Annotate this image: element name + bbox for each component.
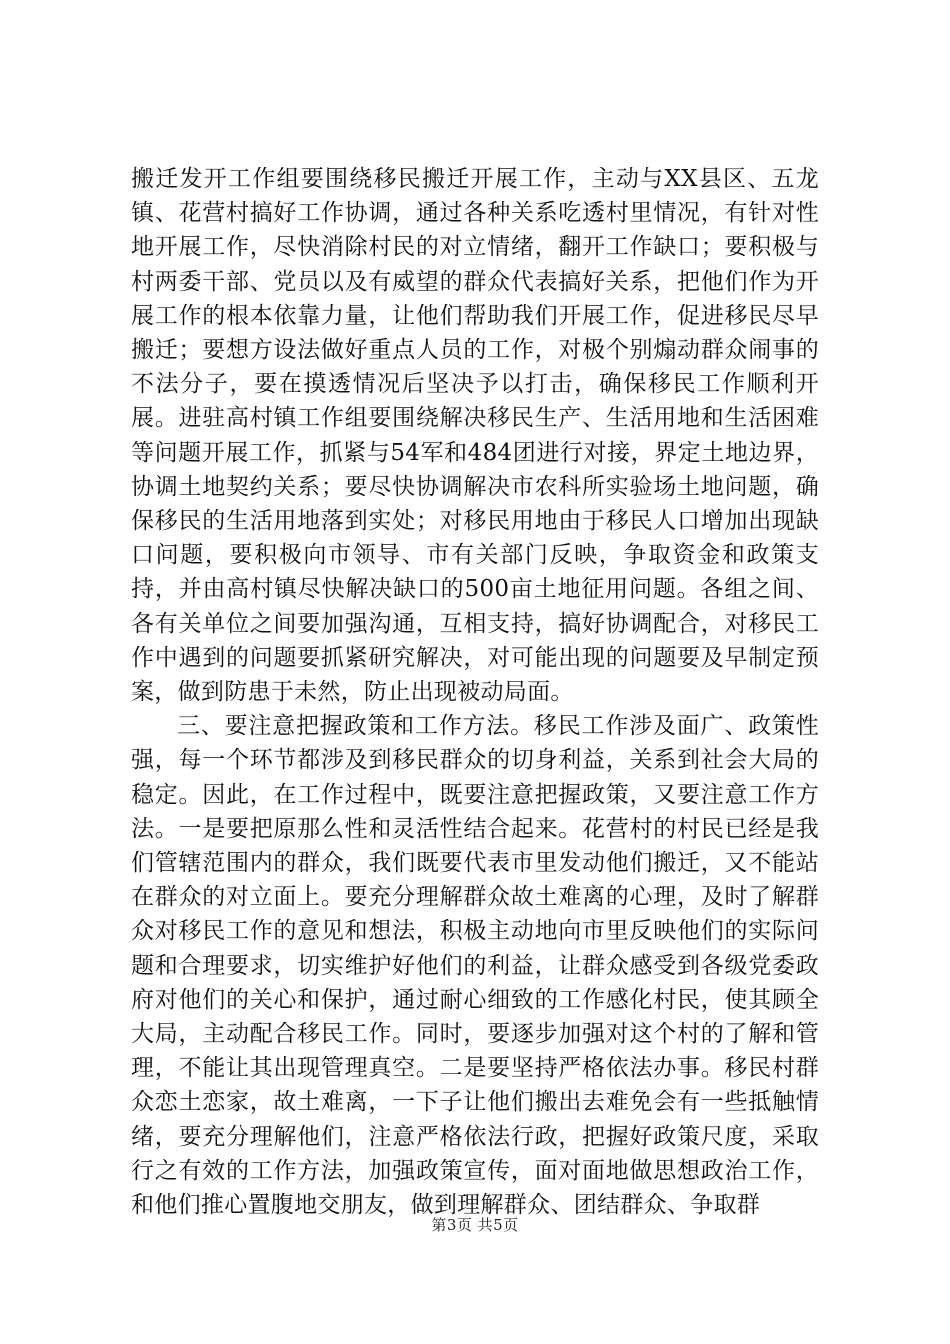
- paragraph-1: 搬迁发开工作组要围绕移民搬迁开展工作，主动与XX县区、五龙镇、花营村搞好工作协调，通过各种关系吃透村里情况，有针对性地开展工作，尽快消除村民的对立情绪，翻开工作缺口；要积极与村两委干部、党员以及有威望的群众代表搞好关系，把他们作为开展工作的根本依靠力量，让他们帮助我们开展工作，促进移民尽早搬迁；要想方设法做好重点人员的工作，对极个别煽动群众闹事的不法分子，要在摸透情况后坚决予以打击，确保移民工作顺利开展。进驻高村镇工作组要围绕解决移民生产、生活用地和生活困难等问题开展工作，抓紧与54军和484团进行对接，界定土地边界，协调土地契约关系；要尽快协调解决市农科所实验场土地问题，确保移民的生活用地落到实处；对移民用地由于移民人口增加出现缺口问题，要积极向市领导、市有关部门反映，争取资金和政策支持，并由高村镇尽快解决缺口的500亩土地征用问题。各组之间、各有关单位之间要加强沟通，互相支持，搞好协调配合，对移民工作中遇到的问题要抓紧研究解决，对可能出现的问题要及早制定预案，做到防患于未然，防止出现被动局面。: [131, 166, 819, 706]
- paragraph-2: 三、要注意把握政策和工作方法。移民工作涉及面广、政策性强，每一个环节都涉及到移民群众的切身利益，关系到社会大局的稳定。因此，在工作过程中，既要注意把握政策，又要注意工作方法。一是要把原那么性和灵活性结合起来。花营村的村民已经是我们管辖范围内的群众，我们既要代表市里发动他们搬迁，又不能站在群众的对立面上。要充分理解群众故土难离的心理，及时了解群众对移民工作的意见和想法，积极主动地向市里反映他们的实际问题和合理要求，切实维护好他们的利益，让群众感受到各级党委政府对他们的关心和保护，通过耐心细致的工作感化村民，使其顾全大局，主动配合移民工作。同时，要逐步加强对这个村的了解和管理，不能让其出现管理真空。二是要坚持严格依法办事。移民村群众恋土恋家，故土难离，一下子让他们搬出去难免会有一些抵触情绪，要充分理解他们，注意严格依法行政，把握好政策尺度，采取行之有效的工作方法，加强政策宣传，面对面地做思想政治工作，和他们推心置腹地交朋友，做到理解群众、团结群众、争取群: [131, 713, 819, 1219]
- document-body: [131, 162, 819, 1222]
- page-footer: 第3页 共5页: [431, 1216, 519, 1234]
